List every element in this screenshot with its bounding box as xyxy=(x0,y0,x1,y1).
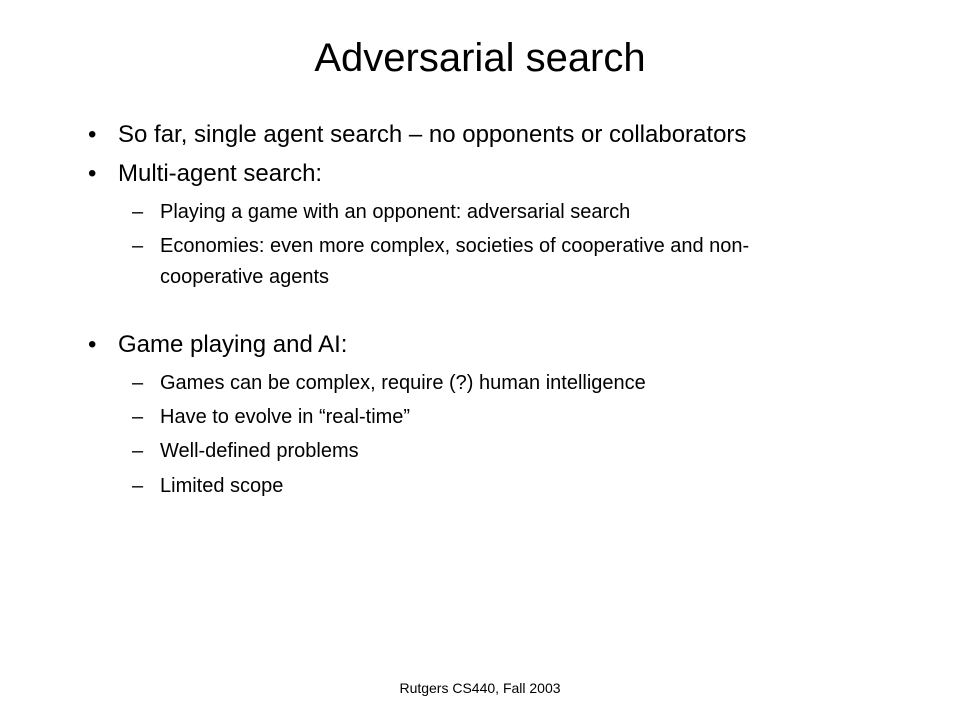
sub-bullet-item xyxy=(132,234,892,288)
bullet-text: Game playing and AI: xyxy=(118,331,348,358)
bullet-icon: • xyxy=(88,121,97,148)
bullet-text: So far, single agent search – no opponents or collaborators xyxy=(118,121,747,148)
bullet-item xyxy=(88,121,888,149)
sub-bullet-text: Playing a game with an opponent: adversarial search xyxy=(160,201,631,223)
sub-bullet-item xyxy=(132,474,892,498)
sub-bullet-item xyxy=(132,405,892,429)
bullet-icon: • xyxy=(88,331,97,358)
dash-icon: – xyxy=(132,475,144,497)
sub-bullet-item xyxy=(132,439,892,463)
sub-bullet-text-line1: Economies: even more complex, societies of cooperative and non- xyxy=(160,235,750,257)
bullet-text: Multi-agent search: xyxy=(118,160,323,187)
sub-bullet-text-line2: cooperative agents xyxy=(160,266,330,288)
sub-bullet-text: Have to evolve in “real-time” xyxy=(160,406,411,428)
sub-bullet-text: Limited scope xyxy=(160,475,284,497)
bullet-item xyxy=(88,331,888,359)
dash-icon: – xyxy=(132,201,144,223)
dash-icon: – xyxy=(132,235,144,257)
dash-icon: – xyxy=(132,440,144,462)
sub-bullet-item xyxy=(132,200,892,224)
sub-bullet-item xyxy=(132,371,892,395)
dash-icon: – xyxy=(132,372,144,394)
slide-footer: Rutgers CS440, Fall 2003 xyxy=(399,680,561,696)
bullet-icon: • xyxy=(88,160,97,187)
dash-icon: – xyxy=(132,406,144,428)
sub-bullet-text: Well-defined problems xyxy=(160,440,359,462)
sub-bullet-text: Games can be complex, require (?) human intelligence xyxy=(160,372,646,394)
slide-title: Adversarial search xyxy=(314,36,646,80)
bullet-item xyxy=(88,160,888,188)
